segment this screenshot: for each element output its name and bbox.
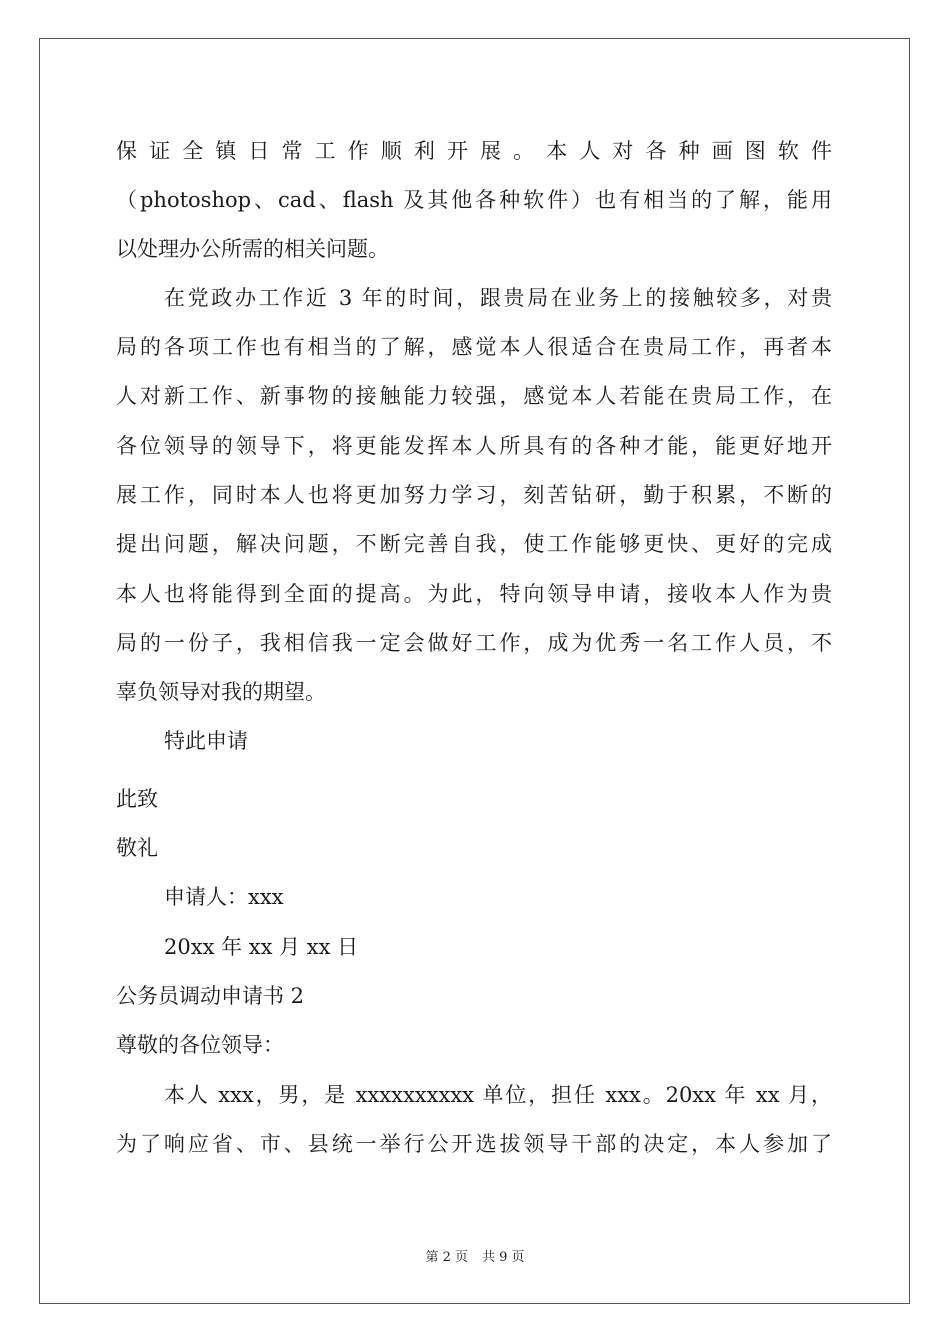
page-total: 共 9 页 bbox=[482, 1250, 525, 1265]
text-line: 各位领导的领导下，将更能发挥本人所具有的各种才能，能更好地开 bbox=[116, 434, 832, 458]
text-line: 提出问题，解决问题，不断完善自我，使工作能够更快、更好的完成 bbox=[116, 532, 832, 556]
salutation-line: 敬礼 bbox=[116, 836, 158, 860]
text-line: 为了响应省、市、县统一举行公开选拔领导干部的决定，本人参加了 bbox=[116, 1132, 832, 1156]
greeting-line: 尊敬的各位领导： bbox=[116, 1033, 284, 1057]
text-line: 本人也将能得到全面的提高。为此，特向领导申请，接收本人作为贵 bbox=[116, 582, 832, 606]
text-line: 局的各项工作也有相当的了解，感觉本人很适合在贵局工作，再者本 bbox=[116, 335, 832, 359]
text-line: 局的一份子，我相信我一定会做好工作，成为优秀一名工作人员，不 bbox=[116, 631, 832, 655]
closing-phrase: 特此申请 bbox=[164, 729, 248, 753]
paragraph-start-line: 本人 xxx，男，是 xxxxxxxxxx 单位，担任 xxx。20xx 年 xx 月， bbox=[164, 1083, 832, 1107]
text-line: 以处理办公所需的相关问题。 bbox=[116, 237, 389, 261]
paragraph-start-line: 在党政办工作近 3 年的时间，跟贵局在业务上的接触较多，对贵 bbox=[164, 286, 832, 310]
text-line: （photoshop、cad、flash 及其他各种软件）也有相当的了解，能用 bbox=[116, 188, 832, 212]
section-title: 公务员调动申请书 2 bbox=[116, 984, 305, 1008]
text-line: 保 证 全 镇 日 常 工 作 顺 利 开 展 。 本 人 对 各 种 画 图 软 件 bbox=[116, 139, 832, 163]
text-line: 辜负领导对我的期望。 bbox=[116, 680, 326, 704]
text-line: 展工作，同时本人也将更加努力学习，刻苦钻研，勤于积累，不断的 bbox=[116, 483, 832, 507]
page-number: 第 2 页 bbox=[425, 1250, 468, 1265]
date-line: 20xx 年 xx 月 xx 日 bbox=[164, 935, 359, 959]
page-footer bbox=[0, 1246, 950, 1265]
text-line: 人对新工作、新事物的接触能力较强，感觉本人若能在贵局工作，在 bbox=[116, 384, 832, 408]
salutation-line: 此致 bbox=[116, 787, 158, 811]
applicant-signature: 申请人：xxx bbox=[164, 885, 284, 909]
